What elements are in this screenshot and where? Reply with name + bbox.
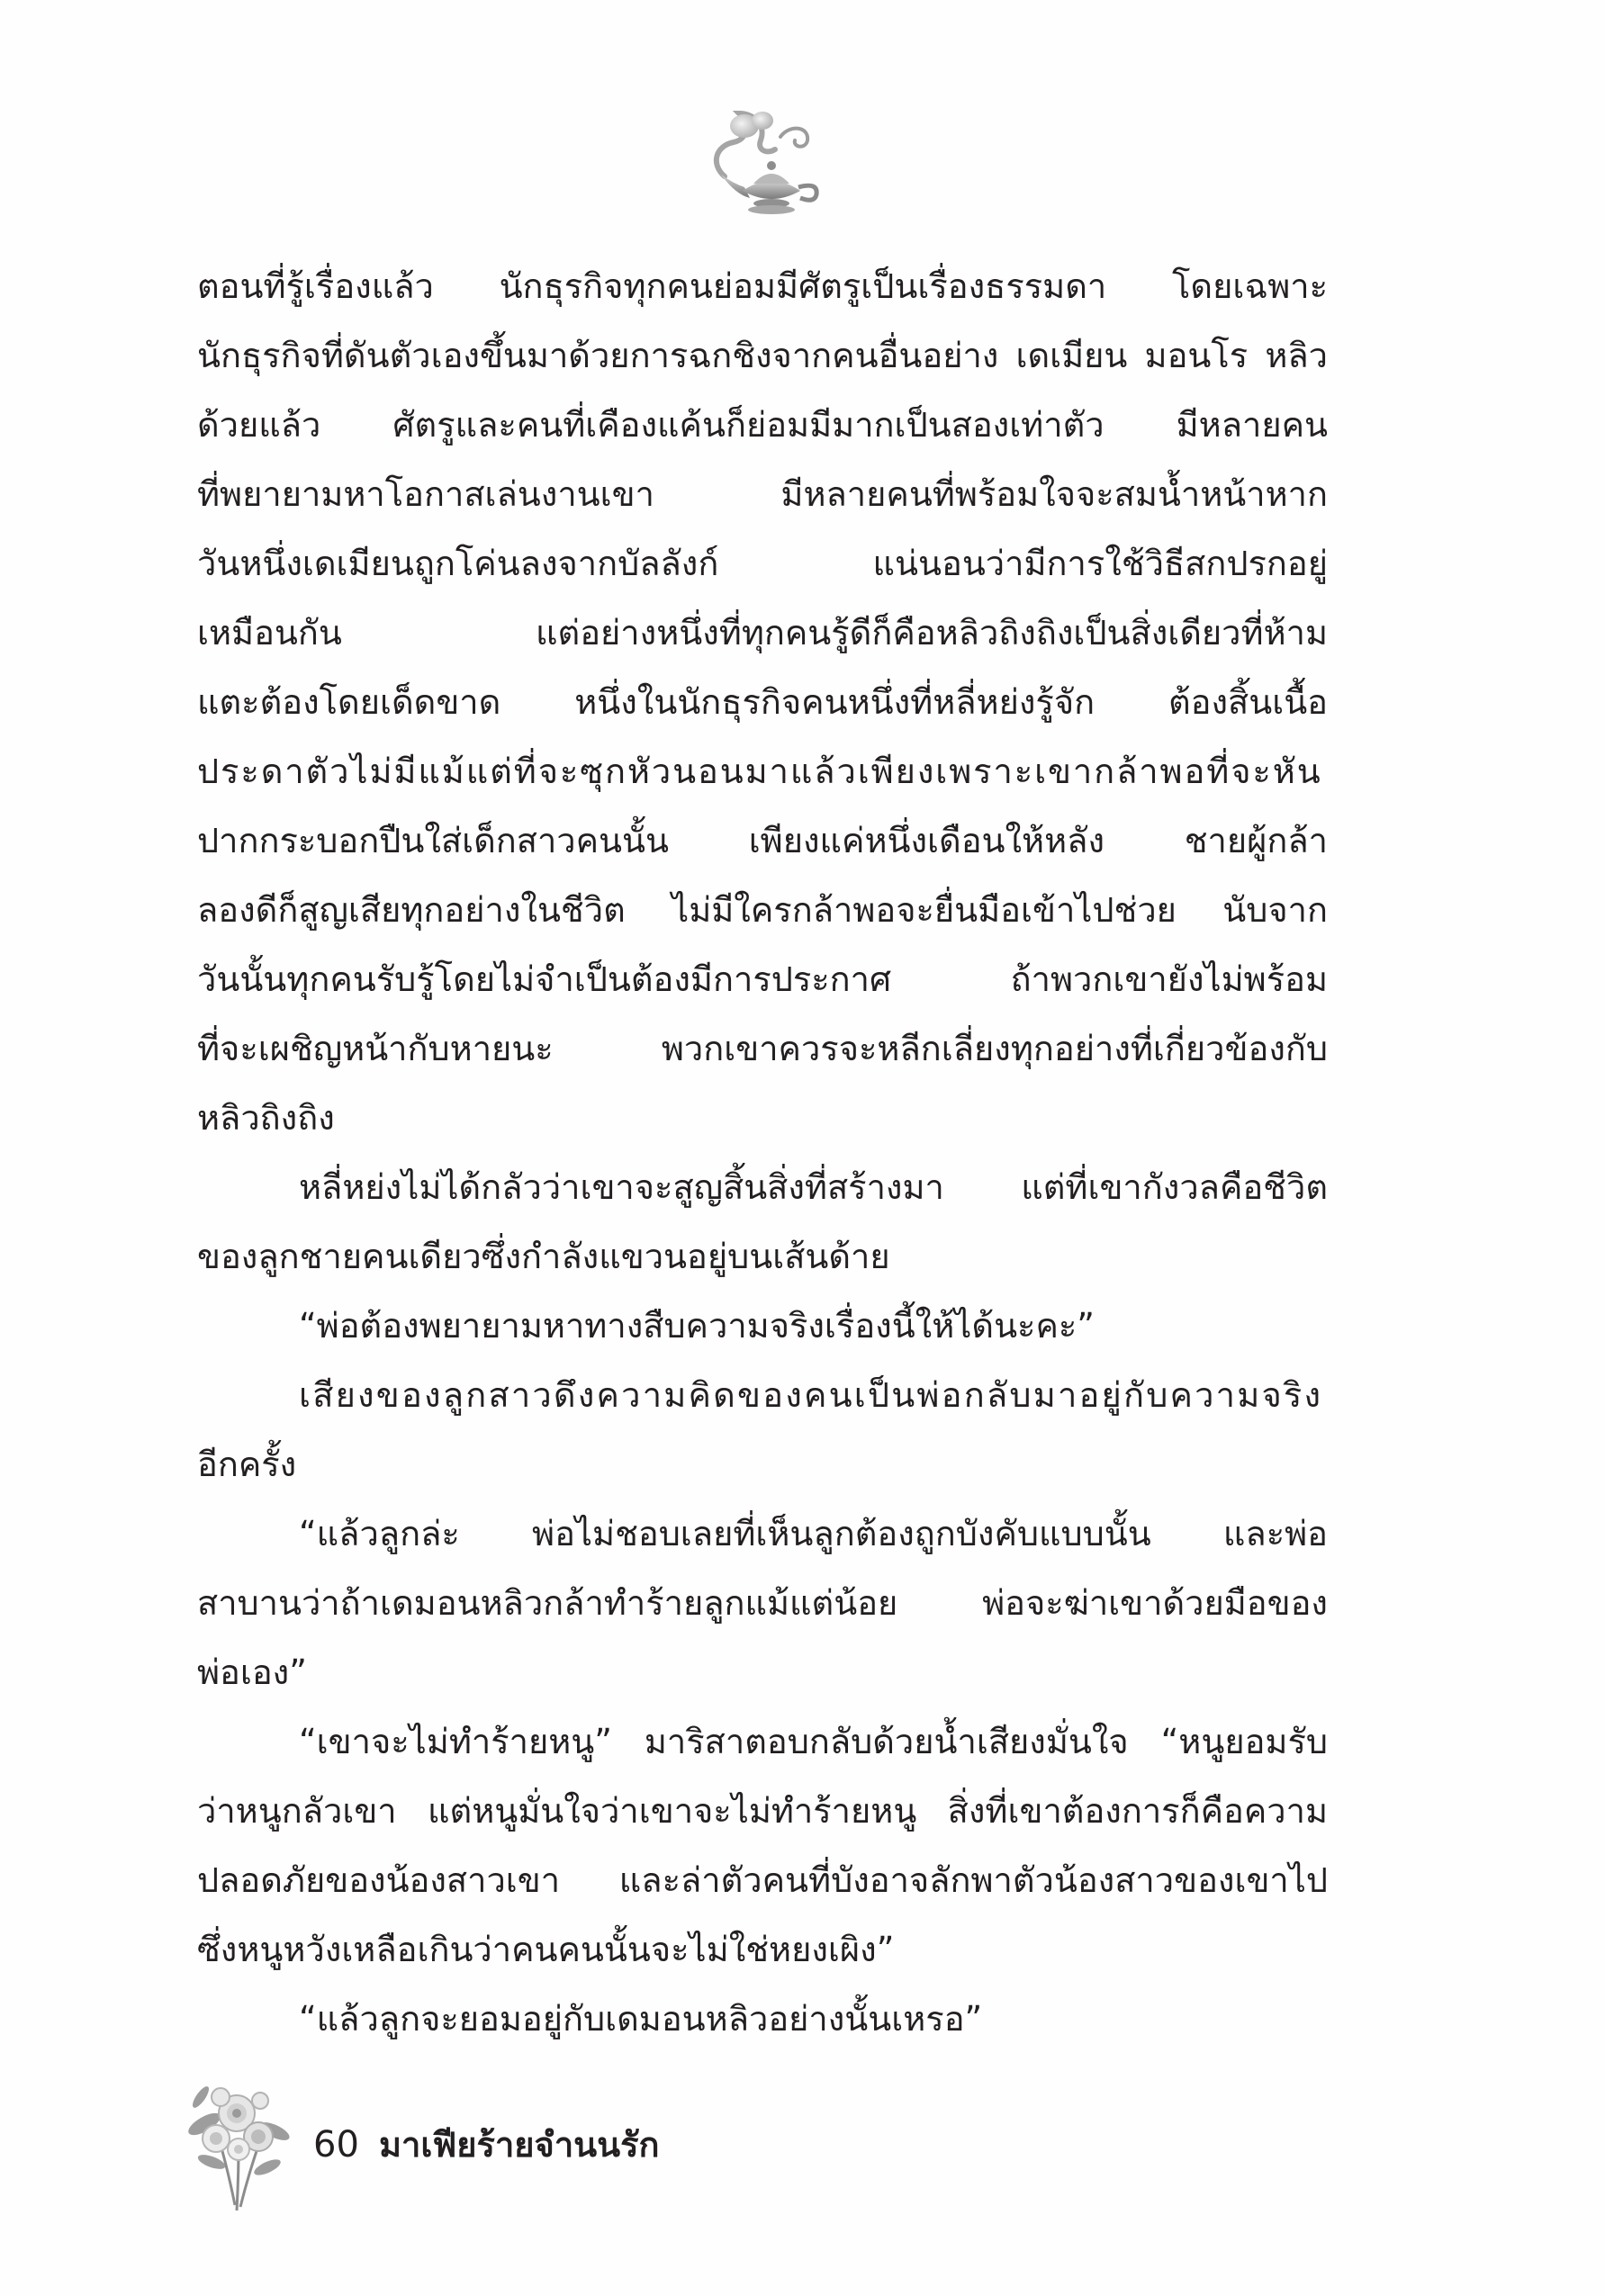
paragraph [197,1361,1328,1499]
line-text: “แล้วลูกล่ะ พ่อไม่ชอบเลยที่เห็นลูกต้องถูกบังคับแบบนั้น และพ่อ [299,1514,1328,1553]
line-text: ปลอดภัยของน้องสาวเขา และล่าตัวคนที่บังอาจลักพาตัวน้องสาวของเขาไป [197,1860,1328,1900]
text-line [197,737,1328,806]
paragraph [197,252,1328,1153]
line-text: วันหนึ่งเดเมียนถูกโค่นลงจากบัลลังก์ แน่นอนว่ามีการใช้วิธีสกปรกอยู่ [197,544,1328,583]
text-line [197,1985,1328,2054]
line-text: ด้วยแล้ว ศัตรูและคนที่เคืองแค้นก็ย่อมมีมากเป็นสองเท่าตัว มีหลายคน [197,405,1328,445]
body-text [197,252,1328,2054]
line-text: ซึ่งหนูหวังเหลือเกินว่าคนคนนั้นจะไม่ใช่หยงเผิง” [197,1930,895,1969]
line-text: หลิวถิงถิง [197,1098,335,1138]
line-text: ที่จะเผชิญหน้ากับหายนะ พวกเขาควรจะหลีกเลี่ยงทุกอย่างที่เกี่ยวข้องกับ [197,1029,1328,1068]
lamp-smoke [717,112,807,176]
text-line [197,1084,1328,1153]
text-line [197,945,1328,1014]
text-line [197,529,1328,599]
line-text: วันนั้นทุกคนรับรู้โดยไม่จำเป็นต้องมีการประกาศ ถ้าพวกเขายังไม่พร้อม [197,959,1328,999]
text-line [197,1569,1328,1638]
line-text: “เขาจะไม่ทำร้ายหนู” มาริสาตอบกลับด้วยน้ำเสียงมั่นใจ “หนูยอมรับ [299,1722,1328,1761]
line-text: ลองดีก็สูญเสียทุกอย่างในชีวิต ไม่มีใครกล้าพอจะยื่นมือเข้าไปช่วย นับจาก [197,890,1328,930]
line-text: ว่าหนูกลัวเขา แต่หนูมั่นใจว่าเขาจะไม่ทำร้ายหนู สิ่งที่เขาต้องการก็คือความ [197,1791,1328,1831]
text-line [197,1153,1328,1222]
text-line [197,321,1328,391]
text-line [197,668,1328,737]
page-footer [185,2061,815,2214]
page-number: 60 [313,2124,359,2165]
text-line [197,1638,1328,1707]
text-line [197,1292,1328,1361]
line-text: ของลูกชายคนเดียวซึ่งกำลังแขวนอยู่บนเส้นด้าย [197,1237,890,1276]
text-line [197,806,1328,876]
text-line [197,599,1328,668]
text-line [197,1846,1328,1915]
flower-bouquet-graphic [185,2061,293,2214]
text-line [197,391,1328,460]
text-line [197,1707,1328,1777]
line-text: “พ่อต้องพยายามหาทางสืบความจริงเรื่องนี้ให้ได้นะคะ” [299,1306,1095,1346]
line-text: ปากกระบอกปืนใส่เด็กสาวคนนั้น เพียงแค่หนึ่งเดือนให้หลัง ชายผู้กล้า [197,821,1328,860]
line-text: สาบานว่าถ้าเดมอนหลิวกล้าทำร้ายลูกแม้แต่น้อย พ่อจะฆ่าเขาด้วยมือของ [197,1583,1328,1623]
paragraph [197,1292,1328,1361]
magic-lamp-icon [703,101,829,227]
paragraph [197,1985,1328,2054]
text-line [197,1499,1328,1569]
text-line [197,1361,1328,1430]
text-line [197,252,1328,321]
line-text: นักธุรกิจที่ดันตัวเองขึ้นมาด้วยการฉกชิงจากคนอื่นอย่าง เดเมียน มอนโร หลิว [197,336,1328,375]
line-text: หลี่หย่งไม่ได้กลัวว่าเขาจะสูญสิ้นสิ่งที่สร้างมา แต่ที่เขากังวลคือชีวิต [299,1167,1328,1207]
text-line [197,1430,1328,1499]
paragraph [197,1707,1328,1985]
line-text: แตะต้องโดยเด็ดขาด หนึ่งในนักธุรกิจคนหนึ่งที่หลี่หย่งรู้จัก ต้องสิ้นเนื้อ [197,682,1328,722]
line-text: ประดาตัวไม่มีแม้แต่ที่จะซุกหัวนอนมาแล้วเพียงเพราะเขากล้าพอที่จะหัน [197,752,1322,791]
lamp-body [721,161,816,214]
paragraph [197,1499,1328,1707]
flower-bouquet-icon [185,2061,293,2214]
line-text: “แล้วลูกจะยอมอยู่กับเดมอนหลิวอย่างนั้นเหรอ” [299,1999,983,2039]
line-text: ที่พยายามหาโอกาสเล่นงานเขา มีหลายคนที่พร้อมใจจะสมน้ำหน้าหาก [197,474,1328,514]
text-line [197,1014,1328,1084]
line-text: ตอนที่รู้เรื่องแล้ว นักธุรกิจทุกคนย่อมมีศัตรูเป็นเรื่องธรรมดา โดยเฉพาะ [197,266,1328,306]
text-line [197,1222,1328,1292]
line-text: พ่อเอง” [197,1652,307,1692]
text-line [197,1915,1328,1985]
paragraph [197,1153,1328,1292]
text-line [197,1777,1328,1846]
text-line [197,876,1328,945]
line-text: เหมือนกัน แต่อย่างหนึ่งที่ทุกคนรู้ดีก็คือหลิวถิงถิงเป็นสิ่งเดียวที่ห้าม [197,613,1328,653]
running-title: มาเฟียร้ายจำนนรัก [379,2125,660,2165]
text-line [197,460,1328,529]
magic-lamp-graphic [703,101,829,227]
line-text: อีกครั้ง [197,1445,297,1484]
line-text: เสียงของลูกสาวดึงความคิดของคนเป็นพ่อกลับมาอยู่กับความจริง [299,1375,1323,1415]
